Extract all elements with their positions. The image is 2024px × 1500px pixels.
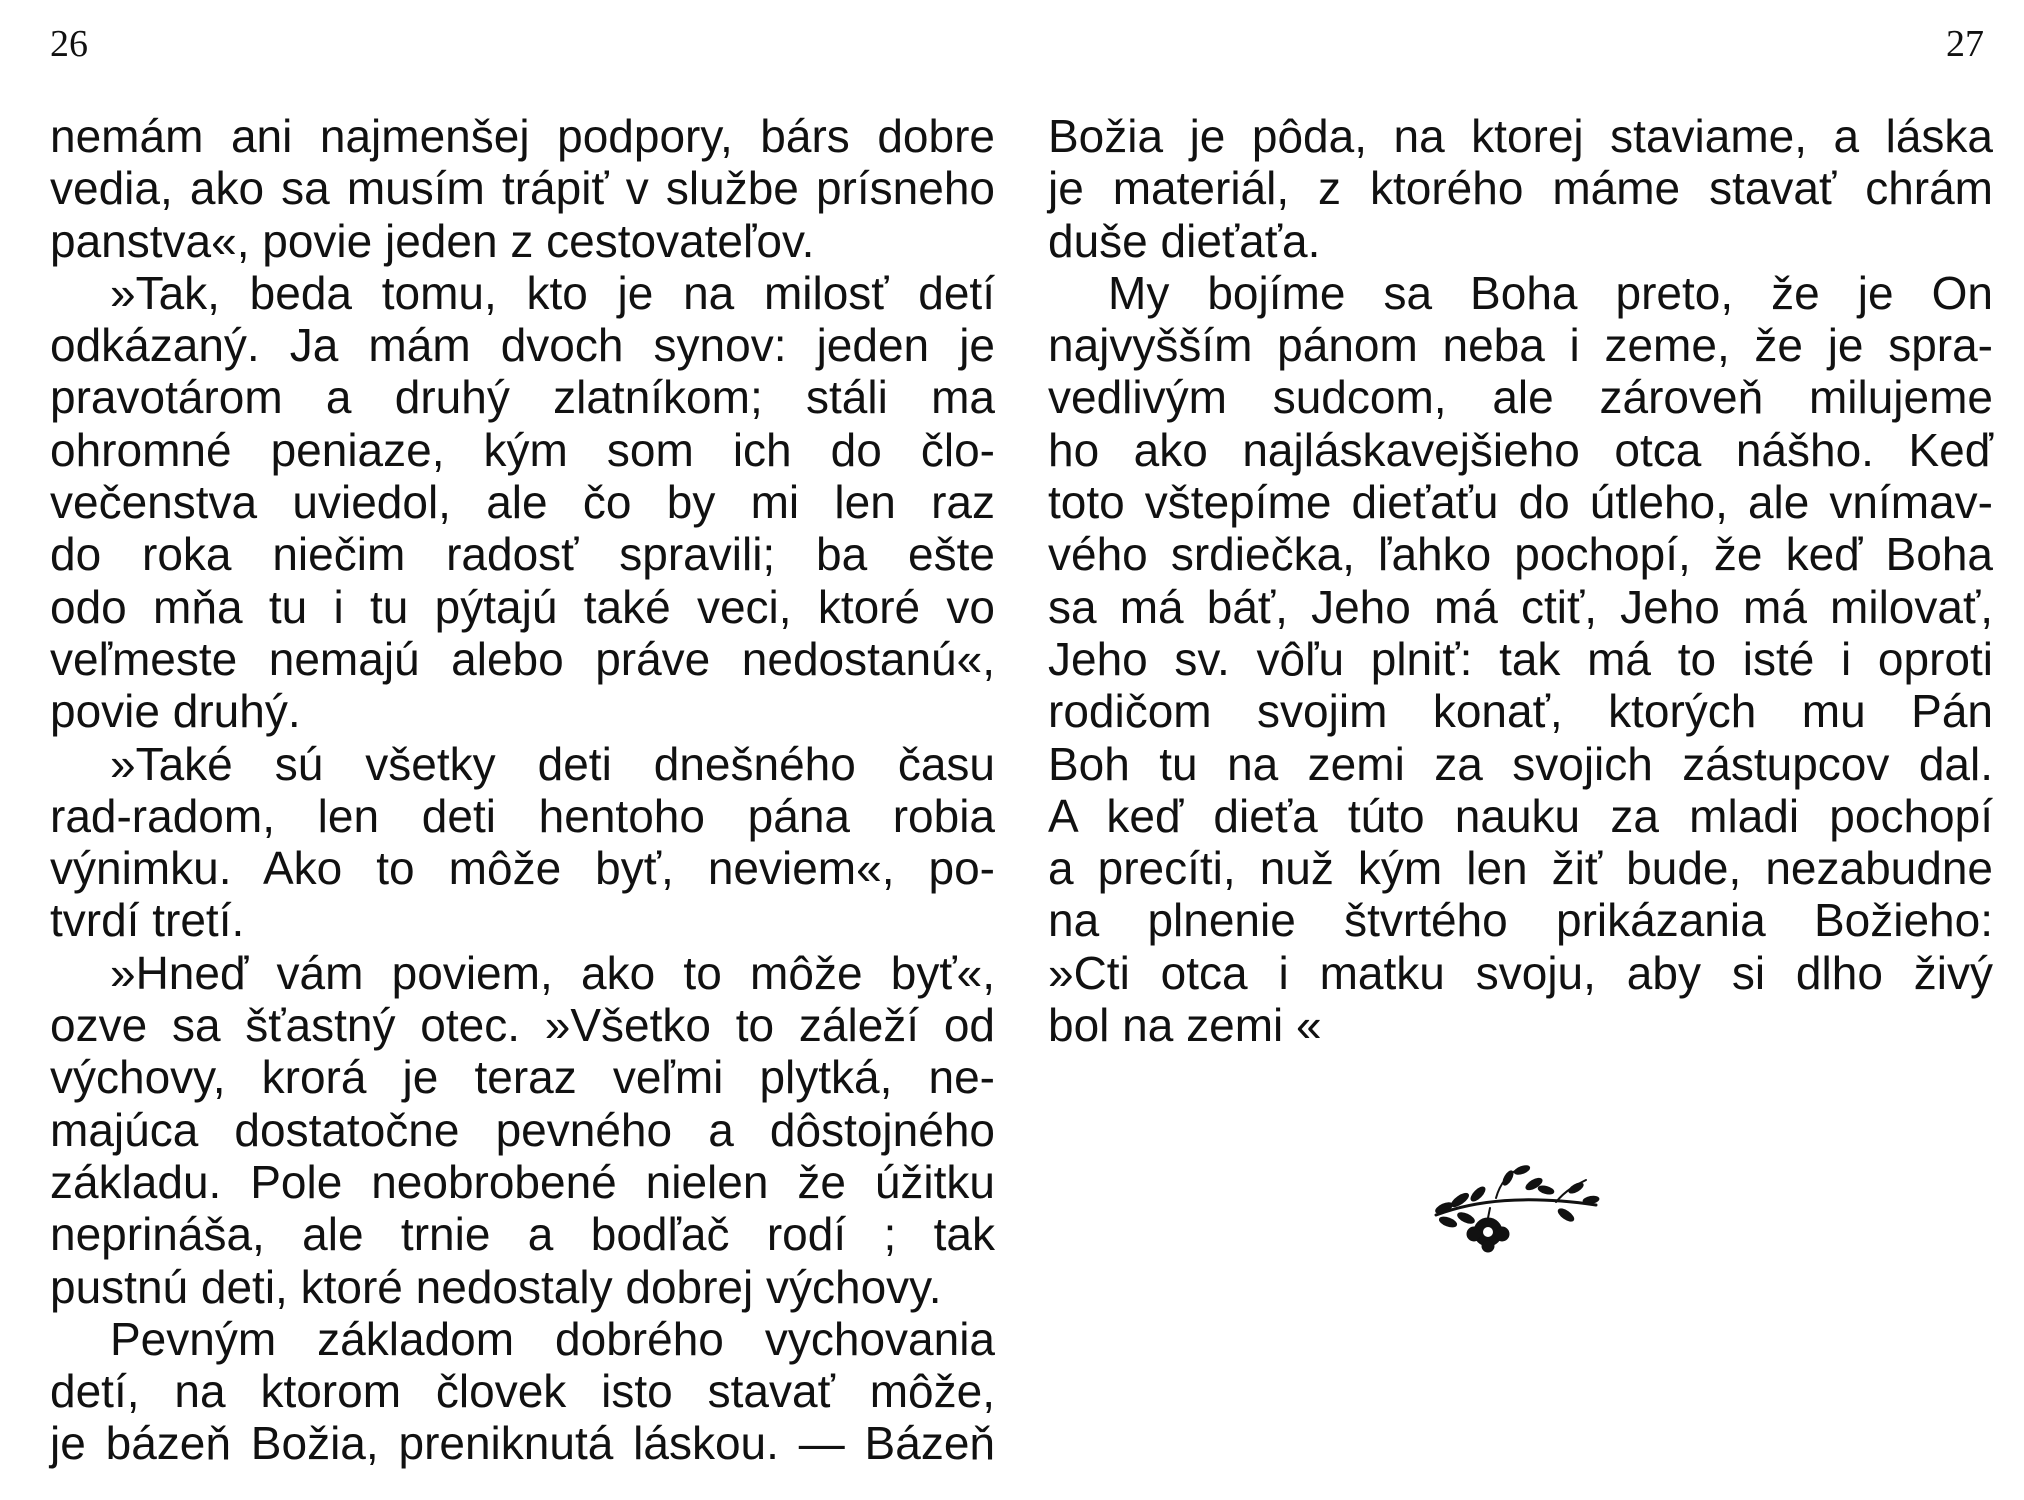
text-line: odkázaný. Ja mám dvoch synov: jeden je	[50, 319, 995, 372]
text-line: do roka niečim radosť spravili; ba ešte	[50, 528, 995, 581]
page-number-right: 27	[1946, 23, 1984, 65]
text-line: ho ako najláskavejšieho otca nášho. Keď	[1048, 423, 1993, 476]
text-line: vedlivým sudcom, ale zároveň milujeme	[1048, 371, 1993, 424]
page-number-left: 26	[50, 23, 88, 65]
text-line: výchovy, krorá je teraz veľmi plytká, ne-	[50, 1051, 995, 1104]
text-line: je materiál, z ktorého máme stavať chrám	[1048, 162, 1993, 215]
text-line: základu. Pole neobrobené nielen že úžitku	[50, 1155, 995, 1208]
text-line: »Také sú všetky deti dnešného času	[110, 737, 995, 790]
text-line: tvrdí tretí.	[50, 894, 245, 947]
text-line: ozve sa šťastný otec. »Všetko to záleží od	[50, 999, 995, 1052]
text-line: vého srdiečka, ľahko pochopí, že keď Boha	[1048, 528, 1993, 581]
text-line: »Hneď vám poviem, ako to môže byť«,	[110, 946, 995, 999]
text-line: Pevným základom dobrého vychovania	[110, 1312, 995, 1365]
text-line: je bázeň Božia, preniknutá láskou. — Bázeň	[50, 1417, 995, 1470]
text-line: na plnenie štvrtého prikázania Božieho:	[1048, 894, 1993, 947]
text-line: Boh tu na zemi za svojich zástupcov dal.	[1048, 737, 1993, 790]
text-line: panstva«, povie jeden z cestovateľov.	[50, 214, 815, 267]
text-line: večenstva uviedol, ale čo by mi len raz	[50, 476, 995, 529]
text-line: toto vštepíme dieťaťu do útleho, ale vnímav-	[1048, 476, 1993, 529]
text-line: a precíti, nuž kým len žiť bude, nezabudne	[1048, 842, 1993, 895]
text-line: veľmeste nemajú alebo práve nedostanú«,	[50, 632, 995, 685]
text-line: pustnú deti, ktoré nedostaly dobrej výchovy.	[50, 1260, 942, 1313]
text-line: sa má báť, Jeho má ctiť, Jeho má milovať,	[1048, 580, 1993, 633]
text-line: neprináša, ale trnie a bodľač rodí ; tak	[50, 1208, 995, 1261]
text-line: pravotárom a druhý zlatníkom; stáli ma	[50, 371, 995, 424]
left-column-text	[50, 110, 995, 1470]
text-line: vedia, ako sa musím trápiť v službe prísneho	[50, 162, 995, 215]
floral-ornament-icon	[1426, 1160, 1606, 1255]
right-column-text	[1048, 110, 1993, 1051]
text-line: povie druhý.	[50, 685, 301, 738]
text-line: Jeho sv. vôľu plniť: tak má to isté i oproti	[1048, 632, 1993, 685]
text-line: rodičom svojim konať, ktorých mu Pán	[1048, 685, 1993, 738]
text-line: »Cti otca i matku svoju, aby si dlho živý	[1048, 946, 1993, 999]
text-line: majúca dostatočne pevného a dôstojného	[50, 1103, 995, 1156]
text-line: odo mňa tu i tu pýtajú také veci, ktoré vo	[50, 580, 995, 633]
text-line: najvyšším pánom neba i zeme, že je spra-	[1048, 319, 1993, 372]
text-line: ohromné peniaze, kým som ich do člo-	[50, 423, 995, 476]
text-line: A keď dieťa túto nauku za mladi pochopí	[1048, 789, 1993, 842]
text-line: rad-radom, len deti hentoho pána robia	[50, 789, 995, 842]
text-line: nemám ani najmenšej podpory, bárs dobre	[50, 110, 995, 162]
text-line: bol na zemi «	[1048, 999, 1322, 1052]
text-line: duše dieťaťa.	[1048, 214, 1321, 267]
text-line: »Tak, beda tomu, kto je na milosť detí	[110, 266, 995, 319]
text-line: Božia je pôda, na ktorej staviame, a láska	[1048, 110, 1993, 162]
text-line: výnimku. Ako to môže byť, neviem«, po-	[50, 842, 995, 895]
text-line: detí, na ktorom človek isto stavať môže,	[50, 1365, 995, 1418]
text-line: My bojíme sa Boha preto, že je On	[1108, 266, 1993, 319]
